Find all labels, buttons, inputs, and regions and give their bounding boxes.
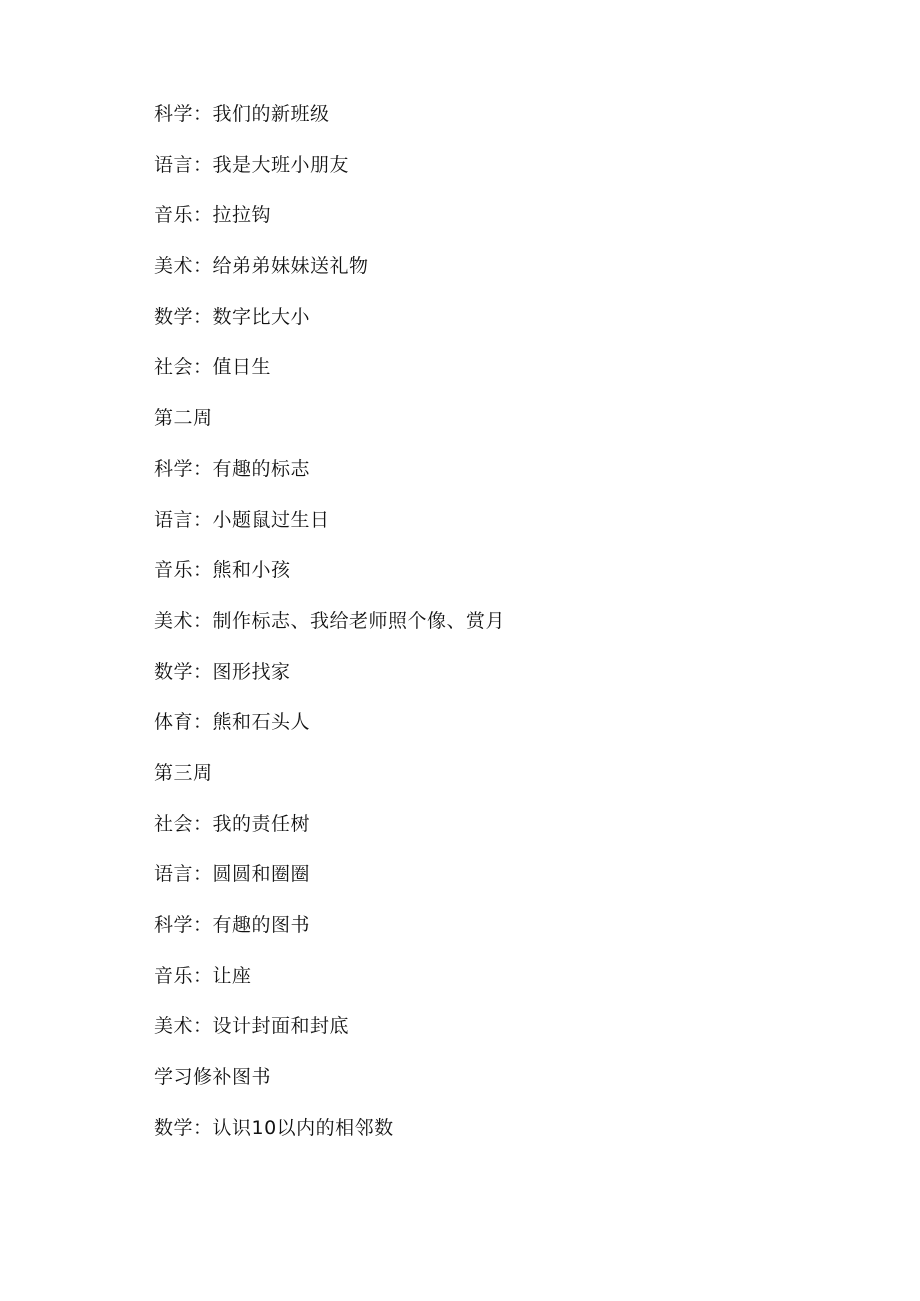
- text-line: 美术：设计封面和封底: [154, 1015, 350, 1038]
- text-line: 科学：有趣的标志: [154, 457, 311, 480]
- text-line: 学习修补图书: [154, 1066, 272, 1089]
- document-body: [154, 98, 854, 1162]
- text-line: 社会：我的责任树: [154, 812, 311, 835]
- text-line: 科学：有趣的图书: [154, 914, 311, 936]
- text-line: 语言：我是大班小朋友: [154, 153, 350, 176]
- week-heading: 第三周: [154, 761, 213, 784]
- text-line: 音乐：拉拉钩: [154, 204, 272, 227]
- text-line: 语言：小题鼠过生日: [154, 508, 330, 531]
- text-line: 美术：制作标志、我给老师照个像、赏月: [154, 609, 506, 632]
- text-line: 数学：认识10以内的相邻数: [154, 1116, 394, 1139]
- text-line: 语言：圆圆和圈圈: [154, 863, 311, 886]
- text-line: 美术：给弟弟妹妹送礼物: [154, 255, 369, 278]
- text-line: 体育：熊和石头人: [154, 711, 311, 734]
- text-line: 数学：图形找家: [154, 660, 291, 683]
- text-line: 音乐：让座: [154, 964, 252, 987]
- text-line: 音乐：熊和小孩: [154, 559, 291, 582]
- text-line: 社会：值日生: [154, 356, 272, 379]
- text-line: 科学：我们的新班级: [154, 103, 330, 125]
- text-line: 数学：数字比大小: [154, 305, 311, 328]
- week-heading: 第二周: [154, 407, 213, 430]
